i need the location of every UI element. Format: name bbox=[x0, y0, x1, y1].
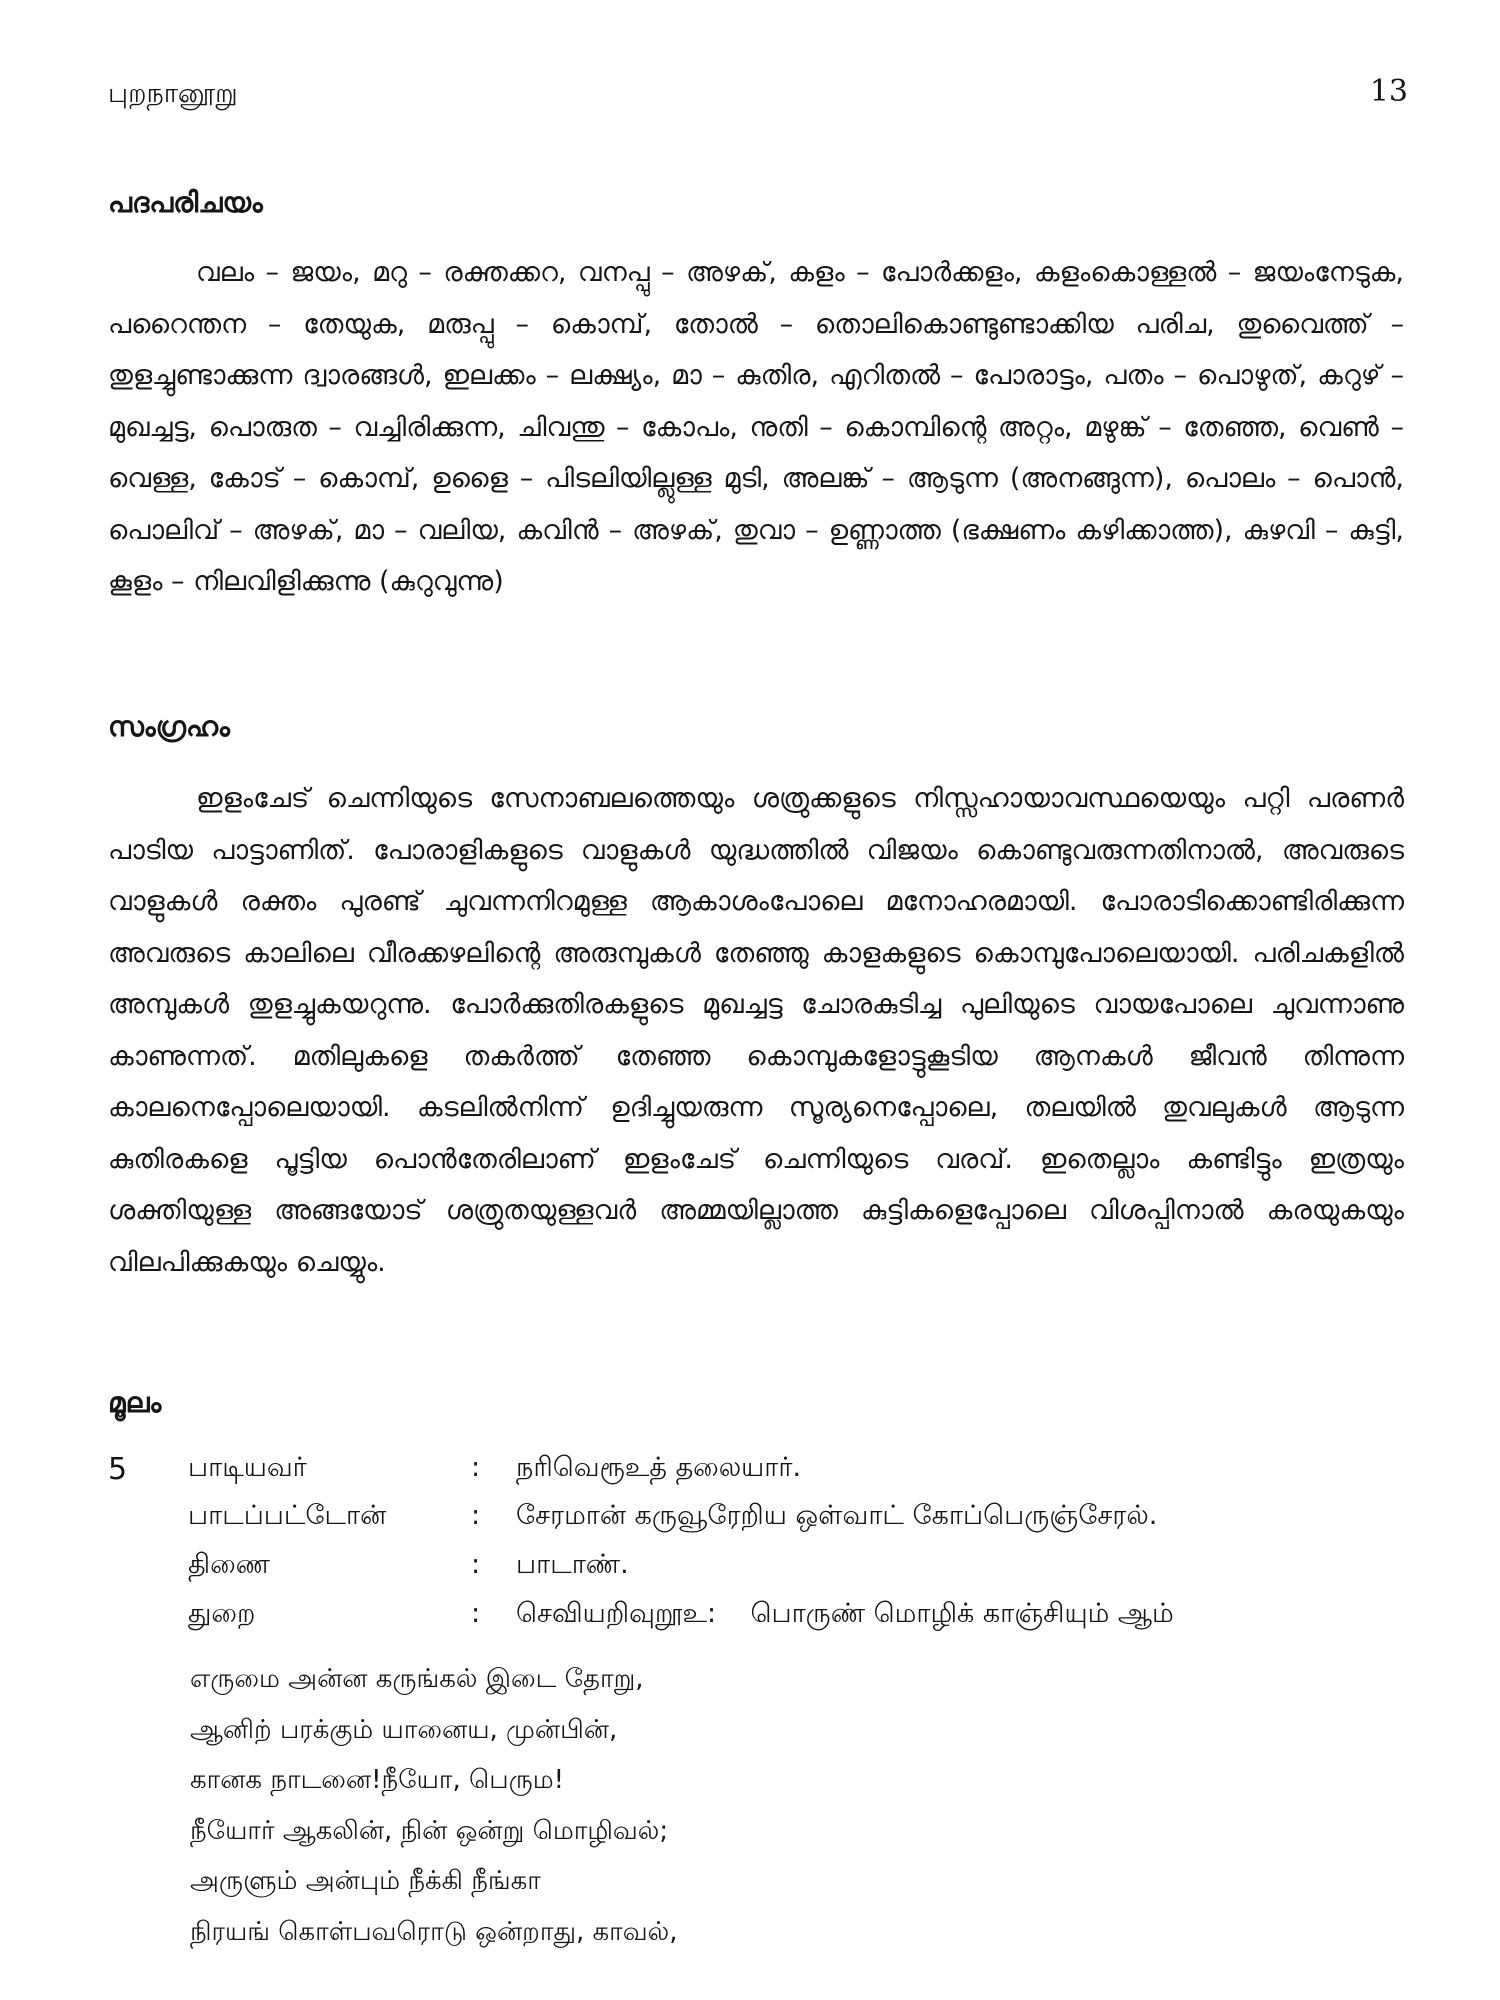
glossary-text: വലം – ജയം, മറു – രക്തക്കറ, വനപ്പു – അഴക്, കളം – പോർക്കളം, കളംകൊള്ളൽ – ജയംനേടുക, പറൈന്തന – തേയുക, മരുപ്പു – കൊമ്പ്, തോൽ – തൊലികൊണ്ടുണ്ടാക്കിയ പരിച, തുവൈത്ത് – തുളച്ചുണ്ടാക്കുന്ന ദ്വാരങ്ങൾ, ഇലക്കം – ലക്ഷ്യം, മാ – കുതിര, എറിതൽ – പോരാട്ടം, പതം – പൊഴുത്, കറുഴ് – മുഖച്ചട്ട, പൊരുത – വച്ചിരിക്കുന്ന, ചിവന്തു – കോപം, നുതി – കൊമ്പിന്റെ അറ്റം, മഴുങ്ക് – തേഞ്ഞ, വെൺ – വെള്ള, കോട് – കൊമ്പ്, ഉളൈ – പിടലിയില്ലുള്ള മുടി, അലങ്ക് – ആടുന്ന (അനങ്ങുന്ന), പൊലം – പൊൻ, പൊലിവ് – അഴക്, മാ – വലിയ, കവിൻ – അഴക്, തുവാ – ഉണ്ണാത്ത (ഭക്ഷണം കഴിക്കാത്ത), കുഴവി – കുട്ടി, കൂളം – നിലവിളിക്കുന്നു (കുറുവുന്നു) bbox=[108, 257, 1404, 597]
poem-line: நீயோர் ஆகலின், நின் ஒன்று மொழிவல்; bbox=[190, 1815, 669, 1846]
meta-value: பாடாண். bbox=[516, 1549, 629, 1580]
meta-key: துறை bbox=[188, 1598, 256, 1629]
meta-separator: : bbox=[471, 1598, 481, 1629]
glossary-paragraph bbox=[108, 247, 1404, 608]
meta-row-thurai bbox=[108, 1598, 1404, 1638]
meta-key: பாடப்பட்டோன் bbox=[188, 1500, 387, 1531]
poem-line: எருமை அன்ன கருங்கல் இடை தோறு, bbox=[190, 1664, 644, 1694]
meta-row-patron bbox=[108, 1500, 1404, 1540]
meta-key: பாடியவர் bbox=[188, 1452, 307, 1483]
summary-heading: സംഗ്രഹം bbox=[108, 710, 230, 743]
page-number: 13 bbox=[1369, 74, 1408, 109]
summary-text: ഇളംചേട് ചെന്നിയുടെ സേനാബലത്തെയും ശത്രുക്കളുടെ നിസ്സഹായാവസ്ഥയെയും പറ്റി പരണർ പാടിയ പാട്ടാണിത്. പോരാളികളുടെ വാളുകൾ യുദ്ധത്തിൽ വിജയം കൊണ്ടുവരുന്നതിനാൽ, അവരുടെ വാളുകൾ രക്തം പുരണ്ട് ചുവന്നനിറമുള്ള ആകാശംപോലെ മനോഹരമായി. പോരാടിക്കൊണ്ടിരിക്കുന്ന അവരുടെ കാലിലെ വീരക്കഴലിന്റെ അരുമ്പുകൾ തേഞ്ഞു കാളകളുടെ കൊമ്പുപോലെയായി. പരിചകളിൽ അമ്പുകൾ തുളച്ചുകയറുന്നു. പോർക്കുതിരകളുടെ മുഖച്ചട്ട ചോരകുടിച്ച പുലിയുടെ വായപോലെ ചുവന്നാണു കാണുന്നത്. മതിലുകളെ തകർത്ത് തേഞ്ഞ കൊമ്പുകളോട്ടുകൂടിയ ആനകൾ ജീവൻ തിന്നുന്ന കാലനെപ്പോലെയായി. കടലിൽനിന്ന് ഉദിച്ചുയരുന്ന സൂര്യനെപ്പോലെ, തലയിൽ തുവലുകൾ ആടുന്ന കുതിരകളെ പൂട്ടിയ പൊൻതേരിലാണ് ഇളംചേട് ചെന്നിയുടെ വരവ്. ഇതെല്ലാം കണ്ടിട്ടും ഇത്രയും ശക്തിയുള്ള അങ്ങയോട് ശത്രുതയുള്ളവർ അമ്മയില്ലാത്ത കുട്ടികളെപ്പോലെ വിശപ്പിനാൽ കരയുകയും വിലപിക്കുകയും ചെയ്യും. bbox=[108, 783, 1404, 1278]
meta-key: திணை bbox=[188, 1549, 271, 1580]
poem-line: நிரயங் கொள்பவரொடு ஒன்றாது, காவல், bbox=[190, 1916, 678, 1947]
meta-value: நரிவெரூஉத் தலையார். bbox=[516, 1452, 802, 1483]
meta-separator: : bbox=[471, 1549, 481, 1580]
meta-row-poet bbox=[108, 1452, 1404, 1492]
source-heading: മൂലം bbox=[108, 1386, 162, 1419]
meta-row-thinai bbox=[108, 1549, 1404, 1589]
glossary-heading: പദപരിചയം bbox=[108, 186, 263, 219]
poem-line: கானக நாடனை!நீயோ, பெரும! bbox=[190, 1765, 565, 1795]
meta-value: செவியறிவுறூஉ: பொருண் மொழிக் காஞ்சியும் ஆம் bbox=[516, 1598, 1174, 1629]
meta-value: சேரமான் கருவூரேறிய ஒள்வாட் கோப்பெருஞ்சேரல். bbox=[516, 1500, 1158, 1531]
running-title: புறநானூறு bbox=[108, 78, 238, 109]
poem-line: ஆனிற் பரக்கும் யானைய, முன்பின், bbox=[190, 1714, 618, 1745]
poem-verses bbox=[190, 1664, 677, 1967]
meta-separator: : bbox=[471, 1452, 481, 1483]
summary-paragraph bbox=[108, 773, 1404, 1288]
meta-separator: : bbox=[471, 1500, 481, 1531]
poem-number: 5 bbox=[108, 1452, 128, 1487]
poem-line: அருளும் அன்பும் நீக்கி நீங்கா bbox=[190, 1866, 541, 1896]
